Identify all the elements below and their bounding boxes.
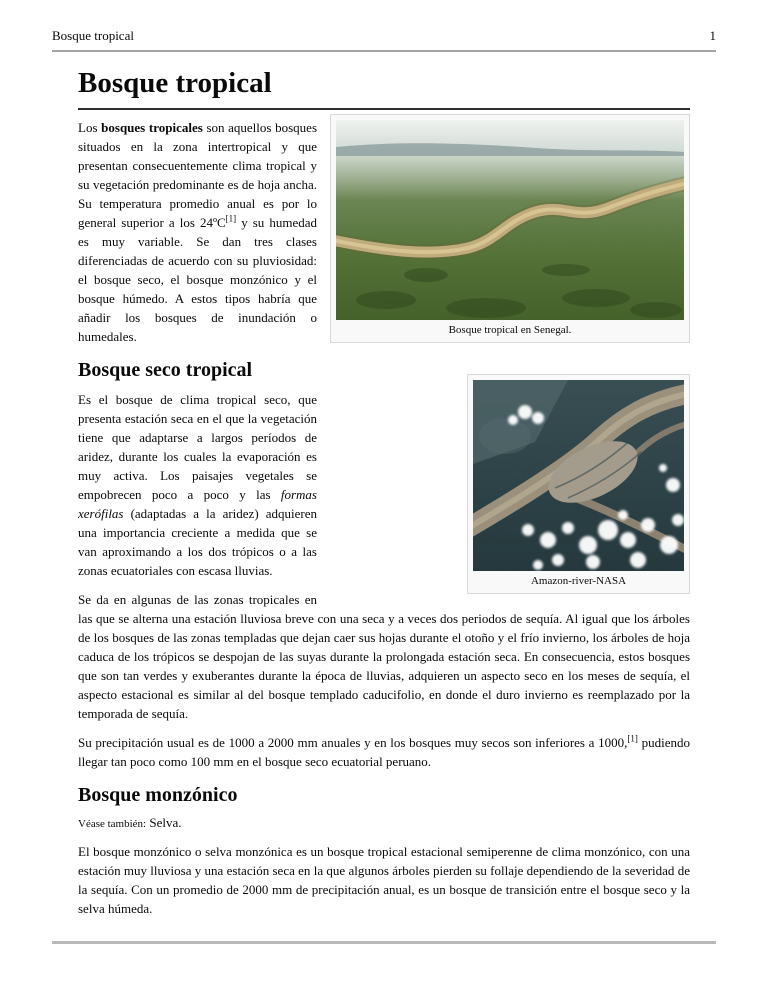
body-text: Su precipitación usual es de 1000 a 2000 mm anuales y en los bosques muy secos son inferiores a 1000, xyxy=(78,735,628,750)
figure-amazon-caption: Amazon-river-NASA xyxy=(530,575,627,587)
running-title: Bosque tropical xyxy=(52,28,134,43)
intro-text: y su humedad es muy variable. Se dan tres clases diferenciadas de acuerdo con su pluviosidad: el bosque seco, el bosque monzónico y el bosque húmedo. A estos tipos habría que añadir los bosques de inundación o humedales. xyxy=(78,215,317,344)
intro-bold-term: bosques tropicales xyxy=(101,120,203,135)
page-number: 1 xyxy=(709,28,716,43)
senegal-forest-photo xyxy=(336,120,684,320)
body-text: (adaptadas a la aridez) adquieren una importancia creciente a medida que se van aproximando a los dos trópicos o a las zonas ecuatoriales con escasa lluvias. xyxy=(78,506,317,578)
see-also-label: Véase también: xyxy=(78,818,147,830)
bosque-seco-paragraph-3 xyxy=(78,733,690,771)
section-heading-bosque-seco: Bosque seco tropical xyxy=(78,359,253,381)
article-title: Bosque tropical xyxy=(78,66,690,110)
article-body xyxy=(78,66,690,928)
body-text: pudiendo llegar tan poco como 100 mm en el bosque seco ecuatorial peruano. xyxy=(78,735,690,769)
bosque-seco-paragraph-2: Se da en algunas de las zonas tropicales en las que se alterna una estación lluviosa breve con una seca y a veces dos periodos de sequía. Al igual que los árboles de los bosques de las zonas templadas que dejan caer sus hojas durante el otoño y el frío invierno, los árboles de hoja caduca de los trópicos se despojan de las suyas durante la prolongada estación seca. En consecuencia, estos bosques que son tan verdes y exuberantes durante la época de lluvias, adquieren un aspecto seco en los meses de sequía, el aspecto estacional es similar al del bosque templado caducifolio, en donde el duro invierno es reemplazado por la temporada de sequía. xyxy=(78,592,690,721)
figure-amazon xyxy=(467,374,690,594)
intro-text: Los xyxy=(78,120,102,135)
intro-text: son aquellos bosques situados en la zona intertropical y que presentan consecuentemente clima tropical y su vegetación predominante es de hoja ancha. Su temperatura promedio anual es por lo general superior a los 24ºC xyxy=(78,120,317,230)
bosque-monzonico-paragraph-1: El bosque monzónico o selva monzónica es un bosque tropical estacional semiperenne de clima monzónico, con una estación muy lluviosa y una estación seca en la que algunos árboles pierden su follaje dependiendo de la severidad de la sequía. Con un promedio de 2000 mm de precipitación anual, es un bosque de transición entre el bosque seco y la selva húmeda. xyxy=(78,844,690,916)
page-header xyxy=(52,28,716,52)
figure-senegal xyxy=(330,114,690,343)
amazon-satellite-photo xyxy=(473,380,684,571)
reference-link-1[interactable]: [1] xyxy=(225,213,237,224)
page-footer-rule xyxy=(52,941,716,944)
section-heading-bosque-monzonico: Bosque monzónico xyxy=(78,784,238,806)
see-also-line xyxy=(78,813,690,834)
body-text: Es el bosque de clima tropical seco, que presenta estación seca en el que la vegetación tiene que adaptarse a largos períodos de aridez, durante los cuales la evaporación es muy activa. Los paisajes vegetales se empobrecen poco a poco y las xyxy=(78,392,317,502)
reference-link-2[interactable]: [1] xyxy=(627,733,638,744)
figure-senegal-caption: Bosque tropical en Senegal. xyxy=(448,324,572,336)
see-also-link[interactable]: Selva. xyxy=(149,815,182,830)
italic-term: formas xerófilas xyxy=(78,487,317,521)
